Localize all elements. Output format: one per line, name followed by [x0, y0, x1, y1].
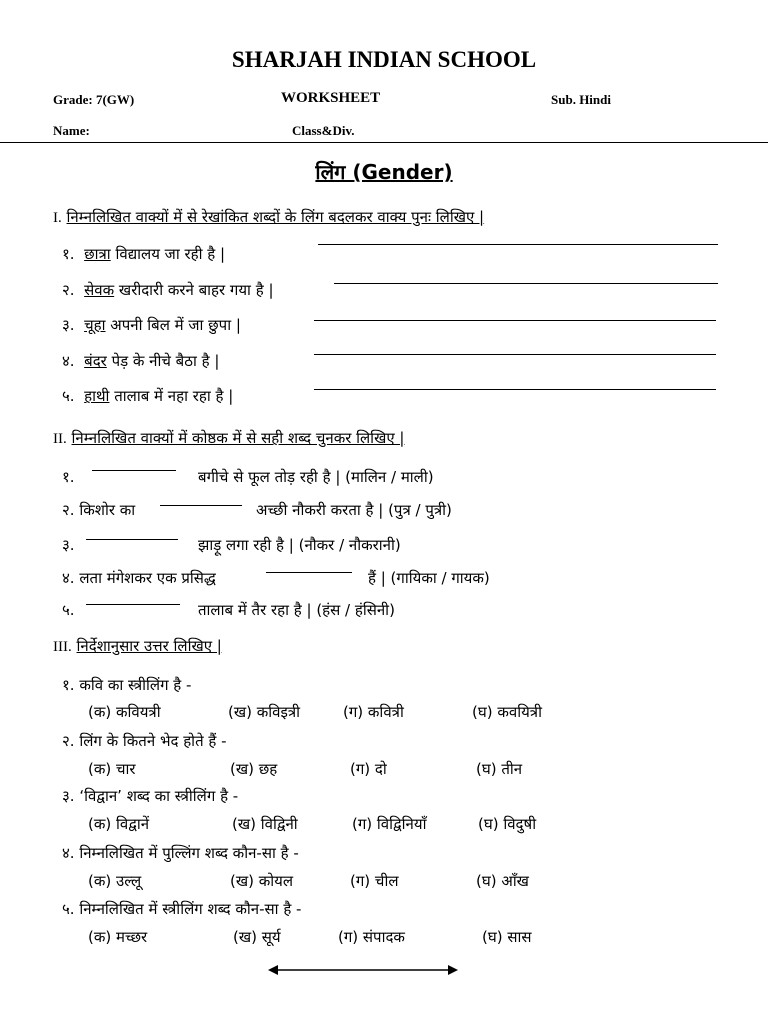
option[interactable]: (घ) सास	[482, 928, 532, 946]
answer-line[interactable]	[314, 389, 716, 390]
option[interactable]: (ख) कविइत्री	[228, 703, 301, 721]
option[interactable]: (घ) आँख	[476, 872, 529, 890]
question: २. लिंग के कितने भेद होते हैं -	[62, 732, 227, 750]
worksheet-label: WORKSHEET	[281, 90, 381, 106]
classdiv-label: Class&Div.	[292, 123, 355, 138]
s2-num-3: ३.	[62, 536, 75, 554]
option[interactable]: (क) विद्वानें	[88, 815, 150, 833]
question: ५. निम्नलिखित में स्त्रीलिंग शब्द कौन-सा है -	[62, 900, 302, 918]
item-before: किशोर का	[79, 501, 136, 519]
double-arrow-icon	[268, 963, 458, 977]
s2-num-1: १.	[62, 468, 75, 486]
blank-line[interactable]	[266, 572, 352, 573]
s1-item-2	[62, 280, 274, 300]
answer-line[interactable]	[314, 354, 716, 355]
item-text: पेड़ के नीचे बैठा है |	[111, 352, 220, 370]
s2-row-4	[62, 568, 216, 588]
s1-item-5	[62, 386, 233, 406]
item-num: २.	[62, 501, 75, 519]
underlined-word: चूहा	[84, 316, 106, 334]
option[interactable]: (घ) विदुषी	[478, 815, 537, 833]
option[interactable]: (घ) तीन	[476, 760, 523, 778]
section1-heading-text: निम्नलिखित वाक्यों में से रेखांकित शब्दों के लिंग बदलकर वाक्य पुनः लिखिए |	[66, 208, 485, 226]
option[interactable]: (क) चार	[88, 760, 136, 778]
blank-line[interactable]	[160, 505, 242, 506]
answer-line[interactable]	[318, 244, 718, 245]
item-num: ४.	[62, 352, 75, 370]
underlined-word: बंदर	[84, 352, 107, 370]
option[interactable]: (क) कवियत्री	[88, 703, 161, 721]
page-title: लिंग (Gender)	[315, 160, 453, 184]
question: ३. ‘विद्वान’ शब्द का स्त्रीलिंग है -	[62, 787, 239, 805]
section3-num: III.	[53, 639, 72, 655]
s2-after-5: तालाब में तैर रहा है | (हंस / हंसिनी)	[198, 601, 395, 619]
option[interactable]: (ख) कोयल	[230, 872, 294, 890]
s1-item-4	[62, 351, 219, 371]
option[interactable]: (ग) विद्विनियाँ	[352, 815, 427, 833]
s2-after-1: बगीचे से फूल तोड़ रही है | (मालिन / माली)	[198, 468, 434, 486]
s2-after-4: हैं | (गायिका / गायक)	[368, 569, 490, 587]
s1-item-1	[62, 244, 225, 264]
grade-label: Grade: 7(GW)	[53, 92, 135, 107]
option[interactable]: (ग) दो	[350, 760, 387, 778]
answer-line[interactable]	[334, 283, 718, 284]
item-num: १.	[62, 245, 75, 263]
s1-item-3	[62, 315, 241, 335]
option[interactable]: (ख) सूर्य	[233, 928, 281, 946]
section3-heading-text: निर्देशानुसार उत्तर लिखिए |	[76, 637, 222, 655]
section1-heading	[53, 207, 484, 227]
item-before: लता मंगेशकर एक प्रसिद्ध	[79, 569, 216, 587]
section1-num: I.	[53, 210, 62, 226]
section2-heading	[53, 428, 404, 448]
item-text: विद्यालय जा रही है |	[115, 245, 226, 263]
option[interactable]: (ख) विद्विनी	[232, 815, 298, 833]
option[interactable]: (ग) चील	[350, 872, 399, 890]
header-divider	[0, 142, 768, 143]
subject-label: Sub. Hindi	[551, 92, 611, 107]
s2-num-5: ५.	[62, 601, 75, 619]
underlined-word: हाथी	[84, 387, 110, 405]
item-text: तालाब में नहा रहा है |	[114, 387, 234, 405]
underlined-word: छात्रा	[84, 245, 111, 263]
s2-row-2	[62, 500, 135, 520]
s2-after-3: झाड़ू लगा रही है | (नौकर / नौकरानी)	[198, 536, 401, 554]
option[interactable]: (ख) छह	[230, 760, 278, 778]
underlined-word: सेवक	[84, 281, 115, 299]
option[interactable]: (ग) संपादक	[338, 928, 405, 946]
school-name: SHARJAH INDIAN SCHOOL	[231, 47, 537, 72]
item-num: ५.	[62, 387, 75, 405]
blank-line[interactable]	[86, 604, 180, 605]
item-num: ३.	[62, 316, 75, 334]
section3-heading	[53, 636, 222, 656]
item-num: २.	[62, 281, 75, 299]
option[interactable]: (ग) कवित्री	[343, 703, 404, 721]
s2-after-2: अच्छी नौकरी करता है | (पुत्र / पुत्री)	[256, 501, 452, 519]
option[interactable]: (क) मच्छर	[88, 928, 148, 946]
item-text: खरीदारी करने बाहर गया है |	[118, 281, 274, 299]
option[interactable]: (घ) कवयित्री	[472, 703, 542, 721]
answer-line[interactable]	[314, 320, 716, 321]
section2-num: II.	[53, 431, 67, 447]
item-text: अपनी बिल में जा छुपा |	[110, 316, 241, 334]
option[interactable]: (क) उल्लू	[88, 872, 142, 890]
name-label: Name:	[53, 123, 90, 138]
blank-line[interactable]	[86, 539, 178, 540]
section2-heading-text: निम्नलिखित वाक्यों में कोष्ठक में से सही शब्द चुनकर लिखिए |	[71, 429, 405, 447]
item-num: ४.	[62, 569, 75, 587]
question: १. कवि का स्त्रीलिंग है -	[62, 676, 192, 694]
blank-line[interactable]	[92, 470, 176, 471]
question: ४. निम्नलिखित में पुल्लिंग शब्द कौन-सा है -	[62, 844, 299, 862]
